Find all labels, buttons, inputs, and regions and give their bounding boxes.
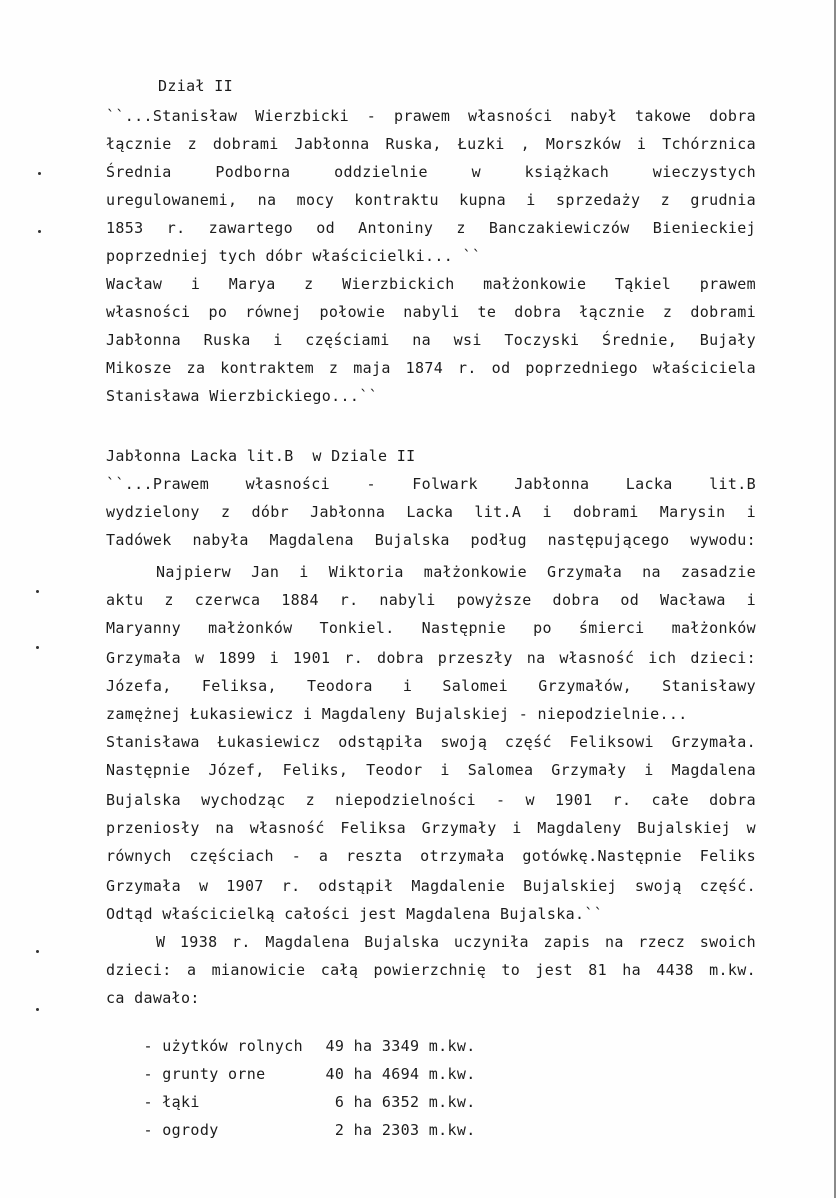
text-line: łącznie z dobrami Jabłonna Ruska, Łuzki , Morszków i Tchórznica	[106, 135, 756, 153]
text-line: wydzielony z dóbr Jabłonna Lacka lit.A i dobrami Marysin i	[106, 503, 756, 521]
text-line: 1853 r. zawartego od Antoniny z Banczakiewiczów Bienieckiej	[106, 219, 756, 237]
list-item-value: 2 ha 2303 m.kw.	[325, 1121, 476, 1139]
text-line: ca dawało:	[106, 989, 200, 1007]
text-line: przeniosły na własność Feliksa Grzymały i Magdaleny Bujalskiej w	[106, 819, 756, 837]
list-item-value: 6 ha 6352 m.kw.	[325, 1093, 476, 1111]
scan-speck	[36, 590, 39, 593]
text-line: Następnie Józef, Feliks, Teodor i Salomea Grzymały i Magdalena	[106, 761, 756, 779]
section-heading: Dział II	[158, 77, 234, 95]
list-item-value: 49 ha 3349 m.kw.	[325, 1037, 476, 1055]
text-line: uregulowanemi, na mocy kontraktu kupna i sprzedaży z grudnia	[106, 191, 756, 209]
text-line: poprzedniej tych dóbr właścicielki... ``	[106, 247, 482, 265]
list-item-value: 40 ha 4694 m.kw.	[325, 1065, 476, 1083]
text-line: Najpierw Jan i Wiktoria małżonkowie Grzymała na zasadzie	[156, 563, 756, 581]
scan-speck	[38, 230, 41, 233]
text-line: Stanisława Wierzbickiego...``	[106, 387, 379, 405]
text-line: Stanisława Łukasiewicz odstąpiła swoją część Feliksowi Grzymała.	[106, 733, 756, 751]
scan-speck	[36, 646, 39, 649]
text-line: Tadówek nabyła Magdalena Bujalska podług następującego wywodu:	[106, 531, 756, 549]
scan-speck	[36, 1008, 39, 1011]
scan-speck	[36, 950, 39, 953]
list-item-label: - łąki	[143, 1093, 200, 1111]
text-line: równych częściach - a reszta otrzymała gotówkę.Następnie Feliks	[106, 847, 756, 865]
text-line: ``...Prawem własności - Folwark Jabłonna Lacka lit.B	[106, 475, 756, 493]
text-line: Odtąd właścicielką całości jest Magdalena Bujalska.``	[106, 905, 604, 923]
text-line: Średnia Podborna oddzielnie w książkach wieczystych	[106, 163, 756, 181]
list-item-label: - użytków rolnych	[143, 1037, 304, 1055]
text-line: aktu z czerwca 1884 r. nabyli powyższe dobra od Wacława i	[106, 591, 756, 609]
list-item	[106, 1100, 756, 1160]
text-line: Grzymała w 1899 i 1901 r. dobra przeszły na własność ich dzieci:	[106, 649, 756, 667]
text-line: zamężnej Łukasiewicz i Magdaleny Bujalskiej - niepodzielnie...	[106, 705, 688, 723]
subheading: Jabłonna Lacka lit.B w Dziale II	[106, 447, 416, 465]
text-line: Grzymała w 1907 r. odstąpił Magdalenie Bujalskiej swoją część.	[106, 877, 756, 895]
text-line: Józefa, Feliksa, Teodora i Salomei Grzymałów, Stanisławy	[106, 677, 756, 695]
text-line: dzieci: a mianowicie całą powierzchnię to jest 81 ha 4438 m.kw.	[106, 961, 756, 979]
text-line: Bujalska wychodząc z niepodzielności - w 1901 r. całe dobra	[106, 791, 756, 809]
text-line: Mikosze za kontraktem z maja 1874 r. od poprzedniego właściciela	[106, 359, 756, 377]
text-line: własności po równej połowie nabyli te dobra łącznie z dobrami	[106, 303, 756, 321]
list-item-label: - grunty orne	[143, 1065, 266, 1083]
text-line: Jabłonna Ruska i częściami na wsi Toczyski Średnie, Bujały	[106, 331, 756, 349]
text-line: Wacław i Marya z Wierzbickich małżonkowie Tąkiel prawem	[106, 275, 756, 293]
text-line: W 1938 r. Magdalena Bujalska uczyniła zapis na rzecz swoich	[156, 933, 756, 951]
text-line: Maryanny małżonków Tonkiel. Następnie po śmierci małżonków	[106, 619, 756, 637]
text-line: ``...Stanisław Wierzbicki - prawem własności nabył takowe dobra	[106, 107, 756, 125]
scan-speck	[38, 172, 41, 175]
list-item-label: - ogrody	[143, 1121, 219, 1139]
